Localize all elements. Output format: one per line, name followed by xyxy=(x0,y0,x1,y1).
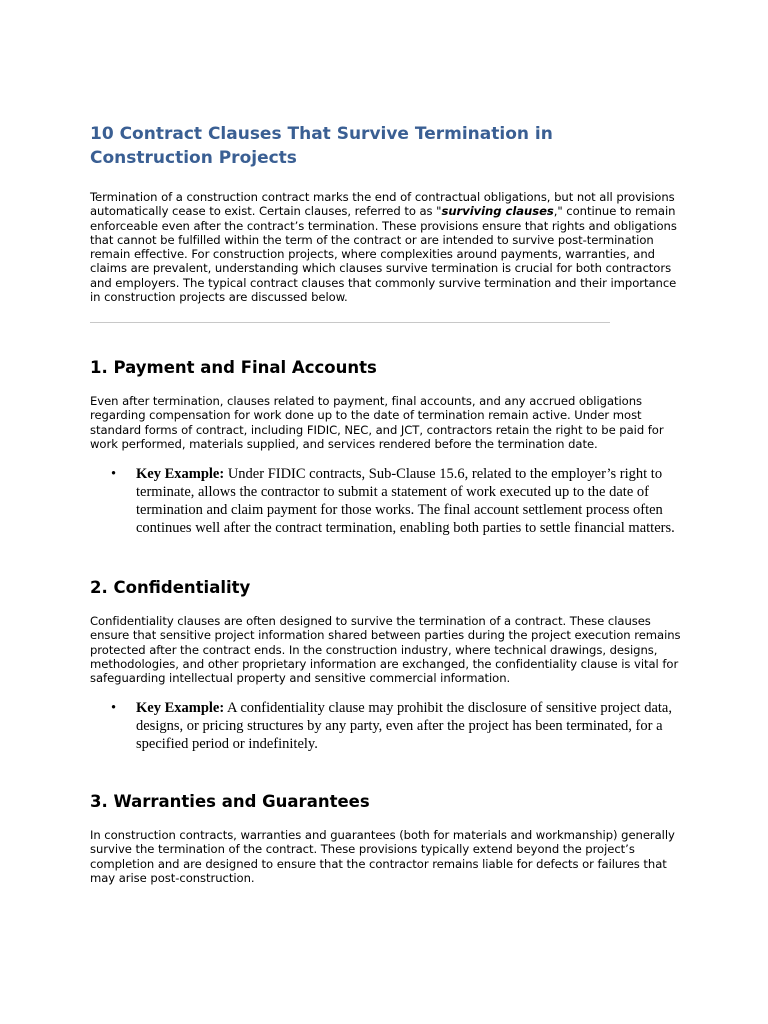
key-example-text: Under FIDIC contracts, Sub-Clause 15.6, related to the employer’s right to terminate, allows the contractor to submit a statement of work executed up to the date of termination and claim payment for those works. The final account settlement process often continues well after the contract termination, enabling both parties to settle financial matters. xyxy=(136,466,675,537)
section-body: Even after termination, clauses related to payment, final accounts, and any accrued obligations regarding compensation for work done up to the date of termination remain active. Under most standard forms of contract, including FIDIC, NEC, and JCT, contractors retain the right to be paid for work performed, materials supplied, and services rendered before the termination date. xyxy=(90,394,664,451)
key-example-label: Key Example: xyxy=(136,700,225,717)
section-warranties xyxy=(90,792,682,885)
intro-emphasis: surviving clauses xyxy=(441,204,554,219)
section-body: In construction contracts, warranties and guarantees (both for materials and workmanship) generally survive the termination of the contract. These provisions typically extend beyond the project’s completion and are designed to ensure that the contractor remains liable for defects or failures that may arise post-construction. xyxy=(90,828,675,885)
key-example-text: A confidentiality clause may prohibit the disclosure of sensitive project data, designs, or pricing structures by any party, even after the project has been terminated, for a specified period or indefinitely. xyxy=(136,700,672,753)
key-example-bullet xyxy=(90,465,676,537)
key-example-label: Key Example: xyxy=(136,466,225,483)
bullet-icon: • xyxy=(111,466,117,483)
document-title: 10 Contract Clauses That Survive Termination in Construction Projects xyxy=(90,124,553,168)
section-heading: 2. Confidentiality xyxy=(90,578,251,597)
horizontal-divider xyxy=(90,322,610,323)
intro-text-start: Termination of a construction contract marks the end of contractual obligations, but not all provisions automatically cease to exist. Certain clauses, referred to as " xyxy=(90,190,675,219)
section-body: Confidentiality clauses are often designed to survive the termination of a contract. These clauses ensure that sensitive project information shared between parties during the project execution remains protected after the contract ends. In the construction industry, where technical drawings, designs, methodologies, and other proprietary information are exchanged, the confidentiality clause is vital for safeguarding intellectual property and sensitive commercial information. xyxy=(90,614,681,686)
key-example-bullet xyxy=(90,699,676,753)
section-payment xyxy=(90,358,682,537)
section-confidentiality xyxy=(90,578,682,753)
bullet-icon: • xyxy=(111,700,117,717)
intro-paragraph xyxy=(90,190,682,304)
intro-text-end: ," continue to remain enforceable even after the contract’s termination. These provisions ensure that rights and obligations that cannot be fulfilled within the term of the contract or are intended to survive post-termination remain effective. For construction projects, where complexities around payments, warranties, and claims are prevalent, understanding which clauses survive termination is crucial for both contractors and employers. The typical contract clauses that commonly survive termination and their importance in construction projects are discussed below. xyxy=(90,204,677,305)
section-heading: 3. Warranties and Guarantees xyxy=(90,792,370,811)
section-heading: 1. Payment and Final Accounts xyxy=(90,358,377,377)
